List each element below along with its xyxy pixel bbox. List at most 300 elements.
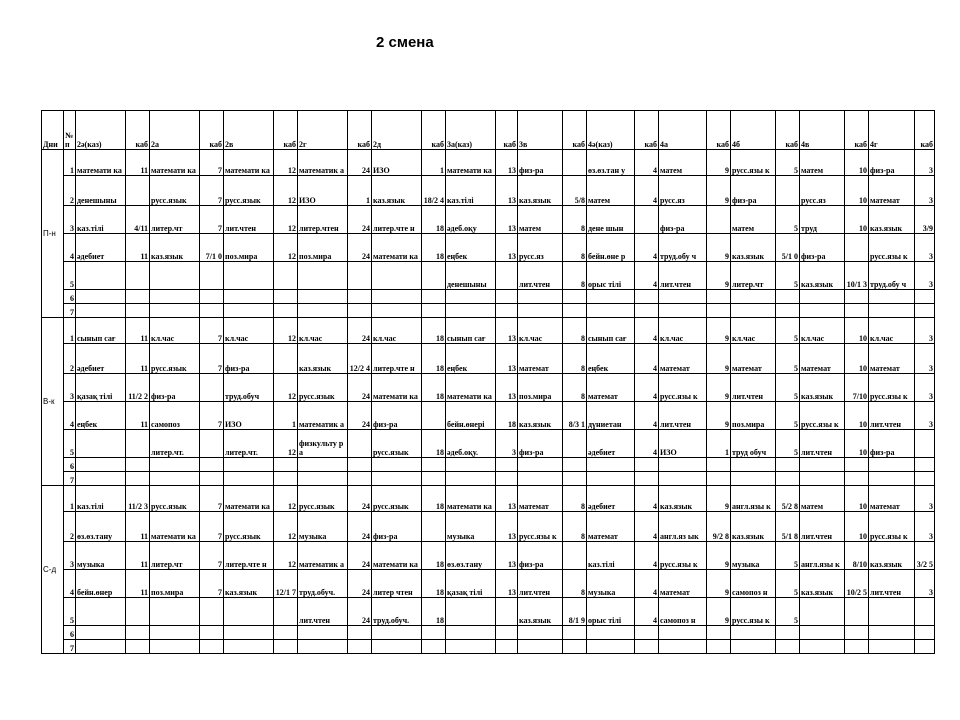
cabinet-cell: 18 — [422, 206, 446, 234]
subject-cell: лит.чтен — [224, 206, 274, 234]
subject-cell: физ-ра — [224, 344, 274, 374]
cabinet-cell: 13 — [496, 486, 518, 512]
cabinet-cell — [348, 640, 372, 654]
cabinet-cell: 11 — [126, 542, 150, 570]
subject-cell: труд — [800, 206, 845, 234]
cabinet-cell: 8/3 1 — [563, 402, 587, 430]
subject-cell: математ — [869, 486, 915, 512]
cabinet-cell: 5 — [776, 344, 800, 374]
table-row — [42, 598, 935, 626]
subject-cell — [587, 626, 635, 640]
cabinet-cell: 24 — [348, 234, 372, 262]
subject-cell: математ — [659, 570, 707, 598]
cabinet-cell — [348, 304, 372, 318]
table-row — [42, 262, 935, 290]
subject-cell: поз.мира — [731, 402, 776, 430]
subject-cell: русс.язык — [224, 512, 274, 542]
table-row — [42, 318, 935, 344]
cabinet-cell: 9 — [707, 318, 731, 344]
cabinet-cell: 10 — [845, 176, 869, 206]
subject-cell — [150, 304, 200, 318]
subject-cell: математ — [731, 344, 776, 374]
cabinet-cell: 10 — [845, 402, 869, 430]
subject-cell — [446, 640, 496, 654]
cabinet-cell — [563, 150, 587, 176]
cabinet-cell: 7 — [200, 176, 224, 206]
cabinet-cell: 5/1 8 — [776, 512, 800, 542]
cabinet-cell: 3 — [915, 318, 935, 344]
cabinet-cell: 13 — [496, 344, 518, 374]
subject-cell: русс.язы к — [659, 374, 707, 402]
cabinet-cell — [776, 626, 800, 640]
subject-cell: англ.язы к — [800, 542, 845, 570]
cabinet-cell: 3 — [915, 150, 935, 176]
subject-cell: русс.язы к — [731, 598, 776, 626]
subject-cell: англ.язы к — [731, 486, 776, 512]
cabinet-cell: 4/11 — [126, 206, 150, 234]
subject-cell — [372, 626, 422, 640]
subject-cell: математ — [869, 176, 915, 206]
subject-cell: русс.язы к — [869, 234, 915, 262]
lesson-number: 3 — [64, 374, 76, 402]
cabinet-cell — [563, 640, 587, 654]
column-header: 4г — [869, 111, 915, 150]
cabinet-cell: 5 — [776, 570, 800, 598]
subject-cell — [224, 640, 274, 654]
cabinet-cell: 3 — [915, 262, 935, 290]
subject-cell: труд.обуч. — [298, 570, 348, 598]
subject-cell: математ — [518, 344, 563, 374]
subject-cell: русс.язык — [372, 486, 422, 512]
subject-cell: каз.язык — [298, 344, 348, 374]
cabinet-cell: 5 — [776, 150, 800, 176]
cabinet-cell: 7 — [200, 486, 224, 512]
cabinet-cell: 3/2 5 — [915, 542, 935, 570]
subject-cell: каз.язык — [518, 176, 563, 206]
cabinet-cell — [126, 430, 150, 458]
cabinet-cell — [496, 598, 518, 626]
subject-cell: ИЗО — [659, 430, 707, 458]
cabinet-cell — [707, 290, 731, 304]
cabinet-cell: 4 — [635, 486, 659, 512]
subject-cell: каз.язык — [150, 234, 200, 262]
cabinet-cell: 8 — [563, 486, 587, 512]
table-row — [42, 402, 935, 430]
subject-cell — [76, 598, 126, 626]
subject-cell: физ-ра — [372, 402, 422, 430]
cabinet-cell — [348, 290, 372, 304]
cabinet-cell — [274, 472, 298, 486]
lesson-number: 1 — [64, 486, 76, 512]
cabinet-cell — [274, 262, 298, 290]
subject-cell: сынып сағ — [587, 318, 635, 344]
cabinet-cell — [422, 402, 446, 430]
cabinet-cell — [496, 472, 518, 486]
lesson-number: 4 — [64, 402, 76, 430]
subject-cell: лит.чтен — [518, 262, 563, 290]
subject-cell — [76, 290, 126, 304]
cabinet-cell: 5 — [776, 374, 800, 402]
cabinet-cell — [635, 640, 659, 654]
subject-cell: поз.мира — [518, 374, 563, 402]
subject-cell: литер.чт. — [150, 430, 200, 458]
cabinet-cell: 12 — [274, 176, 298, 206]
cabinet-cell: 18 — [496, 402, 518, 430]
subject-cell: математик а — [298, 542, 348, 570]
cabinet-cell — [200, 458, 224, 472]
cabinet-cell: 1 — [348, 176, 372, 206]
subject-cell: самопоз н — [659, 598, 707, 626]
cabinet-cell — [348, 626, 372, 640]
subject-cell — [224, 598, 274, 626]
subject-cell — [224, 304, 274, 318]
cabinet-cell: 12 — [274, 234, 298, 262]
subject-cell: русс.язы к — [869, 512, 915, 542]
subject-cell: труд.обу ч — [659, 234, 707, 262]
cabinet-cell — [200, 598, 224, 626]
subject-cell: математи ка — [224, 150, 274, 176]
cabinet-cell — [845, 598, 869, 626]
subject-cell: лит.чтен — [869, 570, 915, 598]
subject-cell: каз.язык — [659, 486, 707, 512]
subject-cell: музыка — [587, 570, 635, 598]
subject-cell: денешыны — [76, 176, 126, 206]
cabinet-cell: 24 — [348, 542, 372, 570]
cabinet-cell: 7 — [200, 542, 224, 570]
cabinet-cell — [496, 458, 518, 472]
column-header: 2д — [372, 111, 422, 150]
subject-cell — [731, 472, 776, 486]
subject-cell: труд.обуч — [224, 374, 274, 402]
subject-cell — [76, 472, 126, 486]
cabinet-cell: 8/10 — [845, 542, 869, 570]
subject-cell — [224, 458, 274, 472]
cabinet-cell: 13 — [496, 570, 518, 598]
cabinet-cell: 4 — [635, 430, 659, 458]
cabinet-cell: 4 — [635, 344, 659, 374]
cabinet-cell: 11 — [126, 512, 150, 542]
column-header: каб — [126, 111, 150, 150]
cabinet-cell: 5 — [776, 402, 800, 430]
cabinet-cell: 12 — [274, 486, 298, 512]
cabinet-cell — [845, 234, 869, 262]
cabinet-cell — [845, 304, 869, 318]
cabinet-cell: 18/2 4 — [422, 176, 446, 206]
subject-cell — [298, 262, 348, 290]
subject-cell: еңбек — [76, 402, 126, 430]
cabinet-cell — [915, 626, 935, 640]
subject-cell — [659, 472, 707, 486]
subject-cell: физ-ра — [869, 430, 915, 458]
subject-cell: ИЗО — [372, 150, 422, 176]
subject-cell — [518, 304, 563, 318]
subject-cell: математик а — [298, 402, 348, 430]
subject-cell: дүниетан — [587, 402, 635, 430]
subject-cell — [800, 626, 845, 640]
cabinet-cell — [915, 598, 935, 626]
cabinet-cell: 3 — [915, 570, 935, 598]
subject-cell: физ-ра — [518, 542, 563, 570]
cabinet-cell — [274, 640, 298, 654]
subject-cell — [372, 290, 422, 304]
subject-cell — [298, 472, 348, 486]
subject-cell: каз.язык — [869, 542, 915, 570]
subject-cell — [446, 290, 496, 304]
cabinet-cell: 3 — [915, 512, 935, 542]
cabinet-cell: 8 — [563, 512, 587, 542]
cabinet-cell: 24 — [348, 150, 372, 176]
column-header: 4ә(каз) — [587, 111, 635, 150]
subject-cell — [446, 472, 496, 486]
lesson-number: 2 — [64, 176, 76, 206]
cabinet-cell: 3 — [915, 486, 935, 512]
subject-cell: матем — [800, 486, 845, 512]
subject-cell: әдебиет — [76, 234, 126, 262]
cabinet-cell — [274, 344, 298, 374]
column-header: 4б — [731, 111, 776, 150]
subject-cell: физ-ра — [518, 150, 563, 176]
subject-cell: лит.чтен — [298, 598, 348, 626]
cabinet-cell: 1 — [422, 150, 446, 176]
day-label: С-д — [42, 486, 64, 654]
subject-cell: музыка — [76, 542, 126, 570]
subject-cell: каз.язык — [731, 512, 776, 542]
cabinet-cell: 18 — [422, 570, 446, 598]
cabinet-cell — [635, 472, 659, 486]
cabinet-cell — [348, 430, 372, 458]
subject-cell: литер.чте н — [372, 344, 422, 374]
subject-cell — [800, 598, 845, 626]
lesson-number: 6 — [64, 458, 76, 472]
cabinet-cell: 7/1 0 — [200, 234, 224, 262]
cabinet-cell — [126, 472, 150, 486]
cabinet-cell: 10 — [845, 344, 869, 374]
subject-cell: самопоз н — [731, 570, 776, 598]
table-row — [42, 542, 935, 570]
table-row — [42, 206, 935, 234]
lesson-number: 4 — [64, 234, 76, 262]
subject-cell — [731, 626, 776, 640]
subject-cell: математи ка — [76, 150, 126, 176]
cabinet-cell: 4 — [635, 598, 659, 626]
cabinet-cell: 12 — [274, 512, 298, 542]
cabinet-cell: 10 — [845, 150, 869, 176]
subject-cell — [800, 290, 845, 304]
subject-cell: физ-ра — [659, 206, 707, 234]
subject-cell — [76, 304, 126, 318]
subject-cell — [446, 304, 496, 318]
subject-cell — [298, 290, 348, 304]
cabinet-cell — [422, 262, 446, 290]
subject-cell: физ-ра — [800, 234, 845, 262]
subject-cell: кл.час — [372, 318, 422, 344]
cabinet-cell — [126, 290, 150, 304]
cabinet-cell — [422, 626, 446, 640]
cabinet-cell: 7 — [200, 570, 224, 598]
subject-cell — [869, 472, 915, 486]
cabinet-cell: 8 — [563, 262, 587, 290]
subject-cell — [76, 626, 126, 640]
subject-cell: каз.тілі — [76, 206, 126, 234]
cabinet-cell — [707, 206, 731, 234]
subject-cell — [150, 640, 200, 654]
cabinet-cell: 4 — [635, 234, 659, 262]
cabinet-cell: 11/2 2 — [126, 374, 150, 402]
subject-cell: кл.час — [800, 318, 845, 344]
subject-cell: физ-ра — [518, 430, 563, 458]
cabinet-cell — [845, 640, 869, 654]
table-row — [42, 344, 935, 374]
table-row — [42, 374, 935, 402]
subject-cell: кл.час — [518, 318, 563, 344]
table-row — [42, 304, 935, 318]
cabinet-cell — [200, 262, 224, 290]
cabinet-cell: 11 — [126, 344, 150, 374]
cabinet-cell — [845, 472, 869, 486]
subject-cell: математ — [659, 344, 707, 374]
lesson-number: 7 — [64, 304, 76, 318]
cabinet-cell: 4 — [635, 374, 659, 402]
subject-cell — [224, 626, 274, 640]
subject-cell — [150, 626, 200, 640]
cabinet-cell — [126, 262, 150, 290]
cabinet-cell — [348, 262, 372, 290]
subject-cell: русс.язы к — [731, 150, 776, 176]
subject-cell: матем — [659, 150, 707, 176]
cabinet-cell: 7 — [200, 150, 224, 176]
cabinet-cell: 5 — [776, 318, 800, 344]
cabinet-cell: 7 — [200, 206, 224, 234]
subject-cell — [150, 472, 200, 486]
cabinet-cell: 18 — [422, 318, 446, 344]
cabinet-cell: 12/1 7 — [274, 570, 298, 598]
cabinet-cell — [422, 640, 446, 654]
table-row — [42, 176, 935, 206]
table-row — [42, 570, 935, 598]
column-header: каб — [348, 111, 372, 150]
column-header: каб — [776, 111, 800, 150]
cabinet-cell: 18 — [422, 374, 446, 402]
subject-cell — [731, 458, 776, 472]
cabinet-cell — [422, 472, 446, 486]
cabinet-cell: 4 — [635, 318, 659, 344]
cabinet-cell — [635, 290, 659, 304]
cabinet-cell: 24 — [348, 512, 372, 542]
subject-cell: математи ка — [150, 512, 200, 542]
cabinet-cell — [776, 304, 800, 318]
cabinet-cell — [635, 626, 659, 640]
subject-cell — [800, 304, 845, 318]
cabinet-cell: 10 — [845, 206, 869, 234]
subject-cell — [587, 458, 635, 472]
subject-cell: лит.чтен — [659, 262, 707, 290]
subject-cell — [659, 290, 707, 304]
subject-cell: әдебиет — [587, 430, 635, 458]
subject-cell — [800, 640, 845, 654]
cabinet-cell — [274, 290, 298, 304]
subject-cell: труд.обуч. — [372, 598, 422, 626]
subject-cell — [76, 262, 126, 290]
lesson-number: 5 — [64, 598, 76, 626]
cabinet-cell — [422, 458, 446, 472]
cabinet-cell — [274, 458, 298, 472]
cabinet-cell: 10/1 3 — [845, 262, 869, 290]
cabinet-cell: 4 — [635, 570, 659, 598]
subject-cell — [659, 626, 707, 640]
cabinet-cell — [915, 430, 935, 458]
cabinet-cell — [776, 290, 800, 304]
lesson-number: 1 — [64, 318, 76, 344]
subject-cell: русс.язык — [372, 430, 422, 458]
subject-cell: поз.мира — [150, 570, 200, 598]
subject-cell — [659, 304, 707, 318]
subject-cell — [150, 262, 200, 290]
cabinet-cell: 12 — [274, 374, 298, 402]
subject-cell: өз.өз.тану — [76, 512, 126, 542]
subject-cell — [587, 304, 635, 318]
subject-cell: өз.өз.тану — [446, 542, 496, 570]
lesson-number: 7 — [64, 640, 76, 654]
subject-cell: физ-ра — [372, 512, 422, 542]
subject-cell — [869, 304, 915, 318]
lesson-number: 5 — [64, 262, 76, 290]
cabinet-cell: 11/2 3 — [126, 486, 150, 512]
subject-cell: труд.обу ч — [869, 262, 915, 290]
table-row — [42, 626, 935, 640]
table-row — [42, 640, 935, 654]
cabinet-cell — [915, 640, 935, 654]
subject-cell — [446, 626, 496, 640]
table-row — [42, 472, 935, 486]
subject-cell: физ-ра — [150, 374, 200, 402]
cabinet-cell — [635, 458, 659, 472]
cabinet-cell — [845, 458, 869, 472]
cabinet-cell: 18 — [422, 486, 446, 512]
lesson-number: 1 — [64, 150, 76, 176]
subject-cell: кл.час — [150, 318, 200, 344]
subject-cell: математ — [518, 486, 563, 512]
column-header: каб — [496, 111, 518, 150]
cabinet-cell — [496, 262, 518, 290]
subject-cell — [800, 472, 845, 486]
subject-cell: поз.мира — [298, 234, 348, 262]
cabinet-cell — [563, 430, 587, 458]
cabinet-cell: 3 — [915, 234, 935, 262]
cabinet-cell: 8 — [563, 318, 587, 344]
subject-cell: сынып сағ — [446, 318, 496, 344]
cabinet-cell — [776, 458, 800, 472]
cabinet-cell — [776, 640, 800, 654]
subject-cell: математи ка — [446, 374, 496, 402]
subject-cell: русс.яз — [800, 176, 845, 206]
subject-cell: физкульту ра — [298, 430, 348, 458]
subject-cell: бейн.өне р — [587, 234, 635, 262]
subject-cell: каз.язык — [372, 176, 422, 206]
cabinet-cell: 10 — [845, 486, 869, 512]
subject-cell: литер.чте н — [224, 542, 274, 570]
column-header: 4а — [659, 111, 707, 150]
subject-cell: ИЗО — [224, 402, 274, 430]
subject-cell: лит.чтен — [800, 512, 845, 542]
cabinet-cell: 12 — [274, 150, 298, 176]
cabinet-cell — [126, 640, 150, 654]
cabinet-cell — [200, 290, 224, 304]
cabinet-cell — [200, 472, 224, 486]
subject-cell: литер чтен — [372, 570, 422, 598]
subject-cell — [587, 290, 635, 304]
subject-cell — [372, 640, 422, 654]
column-header: каб — [422, 111, 446, 150]
